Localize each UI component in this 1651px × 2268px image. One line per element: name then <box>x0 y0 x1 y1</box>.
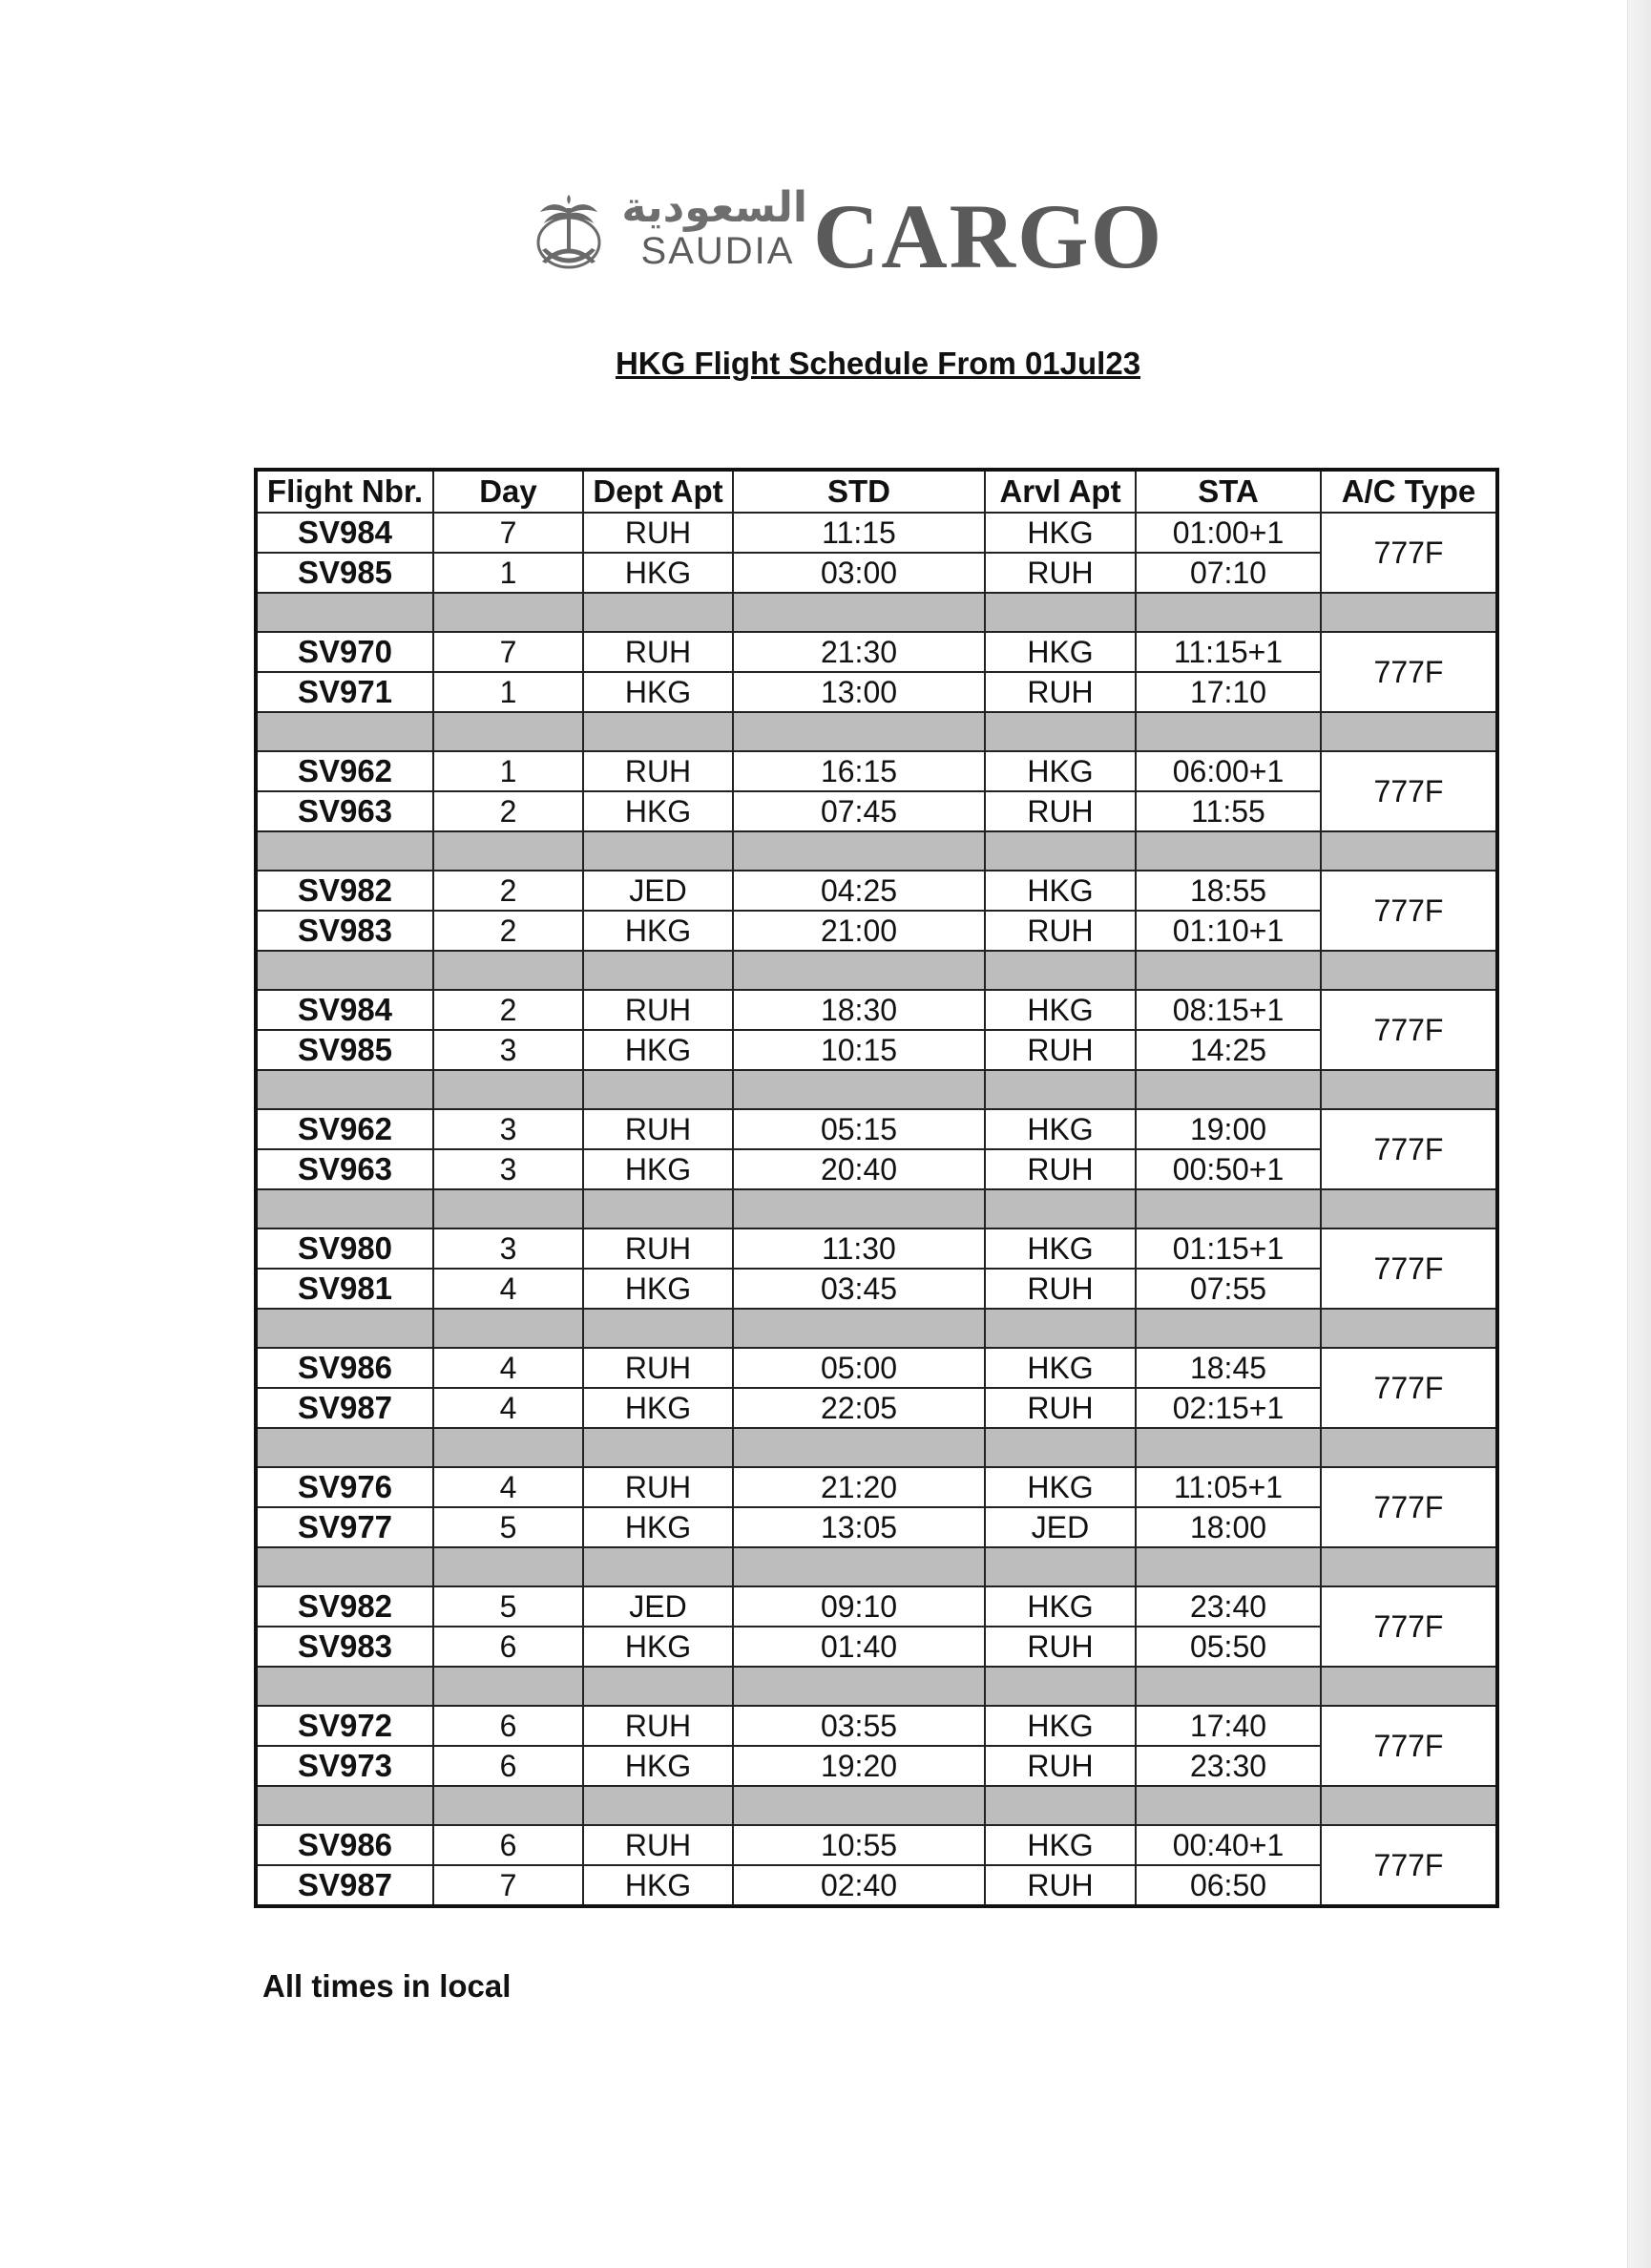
separator-cell <box>583 1667 733 1706</box>
table-row <box>256 1109 1497 1149</box>
day-cell: 5 <box>433 1586 583 1627</box>
day-cell: 2 <box>433 990 583 1030</box>
separator-cell <box>256 1070 433 1109</box>
sta-cell: 18:45 <box>1136 1348 1321 1388</box>
table-row <box>256 791 1497 831</box>
sta-cell: 07:55 <box>1136 1269 1321 1309</box>
separator-cell <box>985 593 1136 632</box>
ac-type-cell: 777F <box>1321 1109 1497 1189</box>
dept-apt-cell: HKG <box>583 911 733 951</box>
table-row <box>256 1030 1497 1070</box>
separator-cell <box>1136 1667 1321 1706</box>
header-arvl-apt: Arvl Apt <box>985 470 1136 513</box>
dept-apt-cell: RUH <box>583 1825 733 1865</box>
separator-row <box>256 951 1497 990</box>
std-cell: 07:45 <box>733 791 985 831</box>
day-cell: 4 <box>433 1269 583 1309</box>
dept-apt-cell: HKG <box>583 791 733 831</box>
dept-apt-cell: RUH <box>583 990 733 1030</box>
flight-nbr-cell: SV977 <box>256 1507 433 1547</box>
ac-type-cell: 777F <box>1321 632 1497 712</box>
flight-schedule-table <box>254 468 1499 1908</box>
header-dept-apt: Dept Apt <box>583 470 733 513</box>
separator-cell <box>433 593 583 632</box>
page-edge <box>1627 0 1651 2268</box>
sta-cell: 01:10+1 <box>1136 911 1321 951</box>
table-header-row <box>256 470 1497 513</box>
arvl-apt-cell: HKG <box>985 1228 1136 1269</box>
arvl-apt-cell: HKG <box>985 1586 1136 1627</box>
day-cell: 6 <box>433 1746 583 1786</box>
sta-cell: 00:50+1 <box>1136 1149 1321 1189</box>
logo-cargo-text: CARGO <box>813 185 1164 287</box>
table-row <box>256 1507 1497 1547</box>
separator-row <box>256 712 1497 751</box>
separator-cell <box>433 1428 583 1467</box>
day-cell: 4 <box>433 1467 583 1507</box>
separator-cell <box>583 1547 733 1586</box>
ac-type-cell: 777F <box>1321 1586 1497 1667</box>
dept-apt-cell: JED <box>583 871 733 911</box>
separator-cell <box>985 1070 1136 1109</box>
separator-cell <box>1136 1189 1321 1228</box>
std-cell: 05:00 <box>733 1348 985 1388</box>
table-row <box>256 1746 1497 1786</box>
flight-nbr-cell: SV976 <box>256 1467 433 1507</box>
arvl-apt-cell: HKG <box>985 871 1136 911</box>
ac-type-cell: 777F <box>1321 1825 1497 1906</box>
dept-apt-cell: RUH <box>583 513 733 553</box>
sta-cell: 18:55 <box>1136 871 1321 911</box>
flight-nbr-cell: SV973 <box>256 1746 433 1786</box>
ac-type-cell: 777F <box>1321 990 1497 1070</box>
separator-cell <box>583 593 733 632</box>
separator-cell <box>433 1309 583 1348</box>
table-row <box>256 1467 1497 1507</box>
sta-cell: 01:15+1 <box>1136 1228 1321 1269</box>
separator-cell <box>1321 593 1497 632</box>
flight-nbr-cell: SV962 <box>256 1109 433 1149</box>
header-day: Day <box>433 470 583 513</box>
day-cell: 3 <box>433 1109 583 1149</box>
separator-cell <box>985 1309 1136 1348</box>
palm-swords-emblem-icon <box>534 195 603 271</box>
std-cell: 10:15 <box>733 1030 985 1070</box>
arvl-apt-cell: RUH <box>985 1269 1136 1309</box>
ac-type-cell: 777F <box>1321 871 1497 951</box>
arvl-apt-cell: HKG <box>985 513 1136 553</box>
day-cell: 1 <box>433 553 583 593</box>
std-cell: 21:30 <box>733 632 985 672</box>
day-cell: 7 <box>433 513 583 553</box>
separator-cell <box>256 1786 433 1825</box>
arvl-apt-cell: RUH <box>985 1388 1136 1428</box>
separator-cell <box>256 951 433 990</box>
sta-cell: 18:00 <box>1136 1507 1321 1547</box>
separator-cell <box>583 1070 733 1109</box>
sta-cell: 23:40 <box>1136 1586 1321 1627</box>
separator-cell <box>256 1547 433 1586</box>
table-row <box>256 1269 1497 1309</box>
separator-cell <box>583 712 733 751</box>
sta-cell: 11:05+1 <box>1136 1467 1321 1507</box>
day-cell: 4 <box>433 1348 583 1388</box>
separator-cell <box>256 1667 433 1706</box>
flight-nbr-cell: SV962 <box>256 751 433 791</box>
sta-cell: 01:00+1 <box>1136 513 1321 553</box>
flight-nbr-cell: SV970 <box>256 632 433 672</box>
separator-cell <box>733 1070 985 1109</box>
separator-cell <box>733 1189 985 1228</box>
separator-row <box>256 1786 1497 1825</box>
table-body <box>256 513 1497 1906</box>
separator-cell <box>985 831 1136 871</box>
dept-apt-cell: HKG <box>583 672 733 712</box>
separator-cell <box>1136 1070 1321 1109</box>
sta-cell: 14:25 <box>1136 1030 1321 1070</box>
dept-apt-cell: HKG <box>583 1627 733 1667</box>
dept-apt-cell: RUH <box>583 1467 733 1507</box>
separator-cell <box>1321 1070 1497 1109</box>
arvl-apt-cell: RUH <box>985 1030 1136 1070</box>
arvl-apt-cell: HKG <box>985 632 1136 672</box>
dept-apt-cell: RUH <box>583 751 733 791</box>
dept-apt-cell: JED <box>583 1586 733 1627</box>
separator-cell <box>733 1428 985 1467</box>
day-cell: 6 <box>433 1706 583 1746</box>
arvl-apt-cell: HKG <box>985 1109 1136 1149</box>
separator-cell <box>985 712 1136 751</box>
separator-cell <box>1321 1547 1497 1586</box>
ac-type-cell: 777F <box>1321 513 1497 593</box>
ac-type-cell: 777F <box>1321 751 1497 831</box>
header-flight-nbr: Flight Nbr. <box>256 470 433 513</box>
arvl-apt-cell: RUH <box>985 791 1136 831</box>
day-cell: 2 <box>433 911 583 951</box>
arvl-apt-cell: RUH <box>985 1865 1136 1906</box>
header-sta: STA <box>1136 470 1321 513</box>
separator-cell <box>256 712 433 751</box>
separator-cell <box>1321 1189 1497 1228</box>
separator-row <box>256 1070 1497 1109</box>
ac-type-cell: 777F <box>1321 1228 1497 1309</box>
separator-cell <box>256 1189 433 1228</box>
separator-row <box>256 1428 1497 1467</box>
header-std: STD <box>733 470 985 513</box>
separator-cell <box>1321 1786 1497 1825</box>
separator-cell <box>433 1547 583 1586</box>
arvl-apt-cell: RUH <box>985 553 1136 593</box>
separator-cell <box>733 1547 985 1586</box>
dept-apt-cell: HKG <box>583 1269 733 1309</box>
ac-type-cell: 777F <box>1321 1706 1497 1786</box>
table-row <box>256 751 1497 791</box>
std-cell: 19:20 <box>733 1746 985 1786</box>
sta-cell: 05:50 <box>1136 1627 1321 1667</box>
arvl-apt-cell: HKG <box>985 1825 1136 1865</box>
flight-nbr-cell: SV963 <box>256 1149 433 1189</box>
logo-saudia-text: SAUDIA <box>640 230 795 272</box>
table-row <box>256 1825 1497 1865</box>
separator-cell <box>1136 712 1321 751</box>
separator-row <box>256 593 1497 632</box>
std-cell: 10:55 <box>733 1825 985 1865</box>
separator-row <box>256 1547 1497 1586</box>
arvl-apt-cell: HKG <box>985 1467 1136 1507</box>
flight-nbr-cell: SV980 <box>256 1228 433 1269</box>
table-row <box>256 1865 1497 1906</box>
table-row <box>256 553 1497 593</box>
flight-nbr-cell: SV984 <box>256 513 433 553</box>
separator-cell <box>583 1189 733 1228</box>
separator-cell <box>733 593 985 632</box>
dept-apt-cell: RUH <box>583 632 733 672</box>
saudia-cargo-logo <box>534 183 1164 287</box>
sta-cell: 11:15+1 <box>1136 632 1321 672</box>
table-row <box>256 1348 1497 1388</box>
std-cell: 03:45 <box>733 1269 985 1309</box>
arvl-apt-cell: HKG <box>985 1348 1136 1388</box>
separator-cell <box>985 1428 1136 1467</box>
std-cell: 09:10 <box>733 1586 985 1627</box>
day-cell: 1 <box>433 751 583 791</box>
separator-cell <box>433 1189 583 1228</box>
dept-apt-cell: HKG <box>583 1865 733 1906</box>
dept-apt-cell: RUH <box>583 1706 733 1746</box>
day-cell: 3 <box>433 1030 583 1070</box>
separator-cell <box>985 1786 1136 1825</box>
flight-nbr-cell: SV971 <box>256 672 433 712</box>
separator-cell <box>985 951 1136 990</box>
flight-nbr-cell: SV981 <box>256 1269 433 1309</box>
std-cell: 05:15 <box>733 1109 985 1149</box>
sta-cell: 06:00+1 <box>1136 751 1321 791</box>
sta-cell: 17:40 <box>1136 1706 1321 1746</box>
flight-nbr-cell: SV982 <box>256 871 433 911</box>
sta-cell: 19:00 <box>1136 1109 1321 1149</box>
table-row <box>256 1586 1497 1627</box>
separator-cell <box>433 1070 583 1109</box>
table-row <box>256 1149 1497 1189</box>
flight-nbr-cell: SV982 <box>256 1586 433 1627</box>
flight-nbr-cell: SV985 <box>256 553 433 593</box>
flight-nbr-cell: SV963 <box>256 791 433 831</box>
separator-cell <box>1136 951 1321 990</box>
separator-cell <box>583 951 733 990</box>
logo-arabic-text: السعودية <box>621 183 807 232</box>
dept-apt-cell: RUH <box>583 1348 733 1388</box>
separator-cell <box>985 1667 1136 1706</box>
separator-cell <box>433 1786 583 1825</box>
sta-cell: 17:10 <box>1136 672 1321 712</box>
separator-row <box>256 1189 1497 1228</box>
separator-cell <box>1321 1428 1497 1467</box>
document-title: HKG Flight Schedule From 01Jul23 <box>615 346 1141 381</box>
table-row <box>256 871 1497 911</box>
arvl-apt-cell: HKG <box>985 751 1136 791</box>
sta-cell: 02:15+1 <box>1136 1388 1321 1428</box>
flight-nbr-cell: SV987 <box>256 1865 433 1906</box>
separator-cell <box>733 1667 985 1706</box>
separator-cell <box>1136 1786 1321 1825</box>
flight-nbr-cell: SV983 <box>256 911 433 951</box>
separator-cell <box>1321 1309 1497 1348</box>
arvl-apt-cell: HKG <box>985 1706 1136 1746</box>
separator-cell <box>733 951 985 990</box>
arvl-apt-cell: RUH <box>985 911 1136 951</box>
std-cell: 21:00 <box>733 911 985 951</box>
arvl-apt-cell: RUH <box>985 672 1136 712</box>
dept-apt-cell: RUH <box>583 1109 733 1149</box>
day-cell: 7 <box>433 1865 583 1906</box>
std-cell: 11:30 <box>733 1228 985 1269</box>
separator-cell <box>583 831 733 871</box>
separator-cell <box>1136 1309 1321 1348</box>
day-cell: 3 <box>433 1149 583 1189</box>
separator-cell <box>583 1428 733 1467</box>
separator-row <box>256 1667 1497 1706</box>
arvl-apt-cell: RUH <box>985 1627 1136 1667</box>
separator-cell <box>433 712 583 751</box>
flight-nbr-cell: SV972 <box>256 1706 433 1746</box>
separator-cell <box>733 1309 985 1348</box>
separator-cell <box>433 1667 583 1706</box>
separator-cell <box>733 831 985 871</box>
table-row <box>256 632 1497 672</box>
separator-cell <box>256 593 433 632</box>
flight-nbr-cell: SV986 <box>256 1825 433 1865</box>
separator-cell <box>1321 1667 1497 1706</box>
sta-cell: 00:40+1 <box>1136 1825 1321 1865</box>
separator-cell <box>583 1309 733 1348</box>
day-cell: 5 <box>433 1507 583 1547</box>
std-cell: 13:00 <box>733 672 985 712</box>
std-cell: 01:40 <box>733 1627 985 1667</box>
std-cell: 22:05 <box>733 1388 985 1428</box>
std-cell: 04:25 <box>733 871 985 911</box>
dept-apt-cell: RUH <box>583 1228 733 1269</box>
separator-cell <box>1136 593 1321 632</box>
sta-cell: 11:55 <box>1136 791 1321 831</box>
std-cell: 02:40 <box>733 1865 985 1906</box>
day-cell: 1 <box>433 672 583 712</box>
table-row <box>256 513 1497 553</box>
separator-cell <box>733 1786 985 1825</box>
day-cell: 6 <box>433 1825 583 1865</box>
std-cell: 03:00 <box>733 553 985 593</box>
times-footnote: All times in local <box>262 1968 512 2004</box>
separator-cell <box>433 951 583 990</box>
dept-apt-cell: HKG <box>583 1388 733 1428</box>
std-cell: 11:15 <box>733 513 985 553</box>
flight-nbr-cell: SV987 <box>256 1388 433 1428</box>
table-row <box>256 1228 1497 1269</box>
day-cell: 3 <box>433 1228 583 1269</box>
flight-nbr-cell: SV985 <box>256 1030 433 1070</box>
day-cell: 7 <box>433 632 583 672</box>
separator-cell <box>1321 831 1497 871</box>
dept-apt-cell: HKG <box>583 1507 733 1547</box>
dept-apt-cell: HKG <box>583 553 733 593</box>
header-ac-type: A/C Type <box>1321 470 1497 513</box>
arvl-apt-cell: HKG <box>985 990 1136 1030</box>
std-cell: 03:55 <box>733 1706 985 1746</box>
separator-cell <box>1321 712 1497 751</box>
sta-cell: 08:15+1 <box>1136 990 1321 1030</box>
std-cell: 16:15 <box>733 751 985 791</box>
day-cell: 2 <box>433 871 583 911</box>
separator-cell <box>985 1189 1136 1228</box>
flight-nbr-cell: SV984 <box>256 990 433 1030</box>
table-row <box>256 1627 1497 1667</box>
separator-cell <box>1136 1547 1321 1586</box>
separator-cell <box>256 1428 433 1467</box>
separator-cell <box>256 1309 433 1348</box>
arvl-apt-cell: RUH <box>985 1149 1136 1189</box>
table-row <box>256 911 1497 951</box>
separator-cell <box>1321 951 1497 990</box>
separator-row <box>256 831 1497 871</box>
sta-cell: 06:50 <box>1136 1865 1321 1906</box>
separator-cell <box>985 1547 1136 1586</box>
separator-cell <box>433 831 583 871</box>
table-row <box>256 672 1497 712</box>
dept-apt-cell: HKG <box>583 1746 733 1786</box>
separator-cell <box>1136 1428 1321 1467</box>
flight-nbr-cell: SV983 <box>256 1627 433 1667</box>
day-cell: 6 <box>433 1627 583 1667</box>
dept-apt-cell: HKG <box>583 1030 733 1070</box>
day-cell: 2 <box>433 791 583 831</box>
std-cell: 18:30 <box>733 990 985 1030</box>
std-cell: 21:20 <box>733 1467 985 1507</box>
sta-cell: 23:30 <box>1136 1746 1321 1786</box>
dept-apt-cell: HKG <box>583 1149 733 1189</box>
day-cell: 4 <box>433 1388 583 1428</box>
table-row <box>256 1388 1497 1428</box>
separator-cell <box>256 831 433 871</box>
table-row <box>256 1706 1497 1746</box>
separator-cell <box>733 712 985 751</box>
table-row <box>256 990 1497 1030</box>
ac-type-cell: 777F <box>1321 1348 1497 1428</box>
std-cell: 13:05 <box>733 1507 985 1547</box>
std-cell: 20:40 <box>733 1149 985 1189</box>
sta-cell: 07:10 <box>1136 553 1321 593</box>
separator-cell <box>1136 831 1321 871</box>
arvl-apt-cell: RUH <box>985 1746 1136 1786</box>
flight-nbr-cell: SV986 <box>256 1348 433 1388</box>
separator-cell <box>583 1786 733 1825</box>
ac-type-cell: 777F <box>1321 1467 1497 1547</box>
arvl-apt-cell: JED <box>985 1507 1136 1547</box>
separator-row <box>256 1309 1497 1348</box>
